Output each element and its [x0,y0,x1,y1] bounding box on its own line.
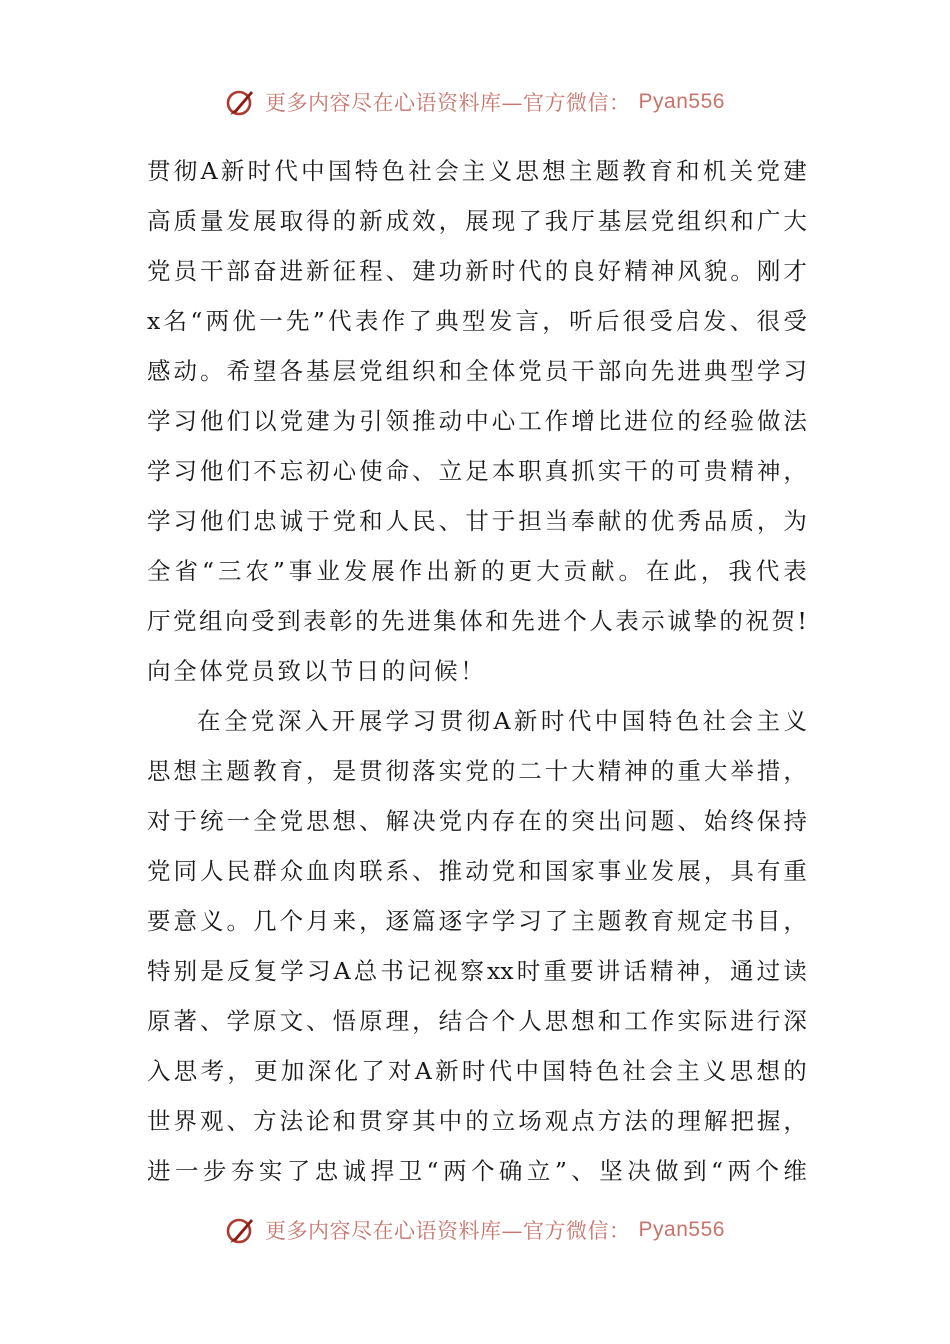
text-line: 学 习 他 们 不 忘 初 心 使 命 、 立 足 本 职 真 抓 实 干 的 可 贵 精 神 ， [147,457,807,485]
text-line: 党 员 干 部 奋 进 新 征 程 、 建 功 新 时 代 的 良 好 精 神 风 貌 。 刚 才 [147,257,807,285]
text-line: 原 著 、 学 原 文 、 悟 原 理 ， 结 合 个 人 思 想 和 工 作 实 际 进 行 深 [147,1007,807,1035]
text-line: 进 一 步 夯 实 了 忠 诚 捍 卫 “ 两 个 确 立 ” 、 坚 决 做 到 “ 两 个 维 [147,1157,807,1185]
text-line: 要 意 义 。 几 个 月 来 ， 逐 篇 逐 字 学 习 了 主 题 教 育 规 定 书 目 ， [147,907,807,935]
banner-text: 更多内容尽在心语资料库—官方微信： [265,1219,631,1243]
text-line: 厅 党 组 向 受 到 表 彰 的 先 进 集 体 和 先 进 个 人 表 示 诚 挚 的 祝 贺 ! [147,607,807,635]
quill-pen-circle-icon [225,1214,257,1246]
text-line: 思 想 主 题 教 育 ， 是 贯 彻 落 实 党 的 二 十 大 精 神 的 重 大 举 措 ， [147,757,807,785]
text-line: 贯 彻 A 新 时 代 中 国 特 色 社 会 主 义 思 想 主 题 教 育 和 机 关 党 建 [147,157,807,185]
text-line: 学 习 他 们 忠 诚 于 党 和 人 民 、 甘 于 担 当 奉 献 的 优 秀 品 质 ， 为 [147,507,807,535]
footer-banner [0,1210,950,1250]
text-line: 党 同 人 民 群 众 血 肉 联 系 、 推 动 党 和 国 家 事 业 发 展 ， 具 有 重 [147,857,807,885]
text-line: x 名 “ 两 优 一 先 ” 代 表 作 了 典 型 发 言 ， 听 后 很 受 启 发 、 很 受 [147,307,807,335]
text-line: 感 动 。 希 望 各 基 层 党 组 织 和 全 体 党 员 干 部 向 先 进 典 型 学 习 [147,357,807,385]
quill-pen-circle-icon [225,86,257,118]
text-line: 学 习 他 们 以 党 建 为 引 领 推 动 中 心 工 作 增 比 进 位 的 经 验 做 法 [147,407,807,435]
text-line: 世 界 观 、 方 法 论 和 贯 穿 其 中 的 立 场 观 点 方 法 的 理 解 把 握 ， [147,1107,807,1135]
text-line: 全 省 “ 三 农 ” 事 业 发 展 作 出 新 的 更 大 贡 献 。 在 此 ， 我 代 表 [147,557,807,585]
banner-wechat-id: Pyan556 [638,1218,725,1241]
text-line: 特 别 是 反 复 学 习 A 总 书 记 视 察 xx 时 重 要 讲 话 精 神 ， 通 过 读 [147,957,807,985]
document-body [147,146,807,1196]
banner-text: 更多内容尽在心语资料库—官方微信： [265,91,631,115]
text-line: 入 思 考 ， 更 加 深 化 了 对 A 新 时 代 中 国 特 色 社 会 主 义 思 想 的 [147,1057,807,1085]
banner-wechat-id: Pyan556 [638,90,725,113]
text-line: 高 质 量 发 展 取 得 的 新 成 效 ， 展 现 了 我 厅 基 层 党 组 织 和 广 大 [147,207,807,235]
header-banner [0,82,950,122]
text-line: 在 全 党 深 入 开 展 学 习 贯 彻 A 新 时 代 中 国 特 色 社 会 主 义 [197,707,807,735]
text-line: 对 于 统 一 全 党 思 想 、 解 决 党 内 存 在 的 突 出 问 题 、 始 终 保 持 [147,807,807,835]
text-line: 向全体党员致以节日的问候！ [147,657,487,685]
